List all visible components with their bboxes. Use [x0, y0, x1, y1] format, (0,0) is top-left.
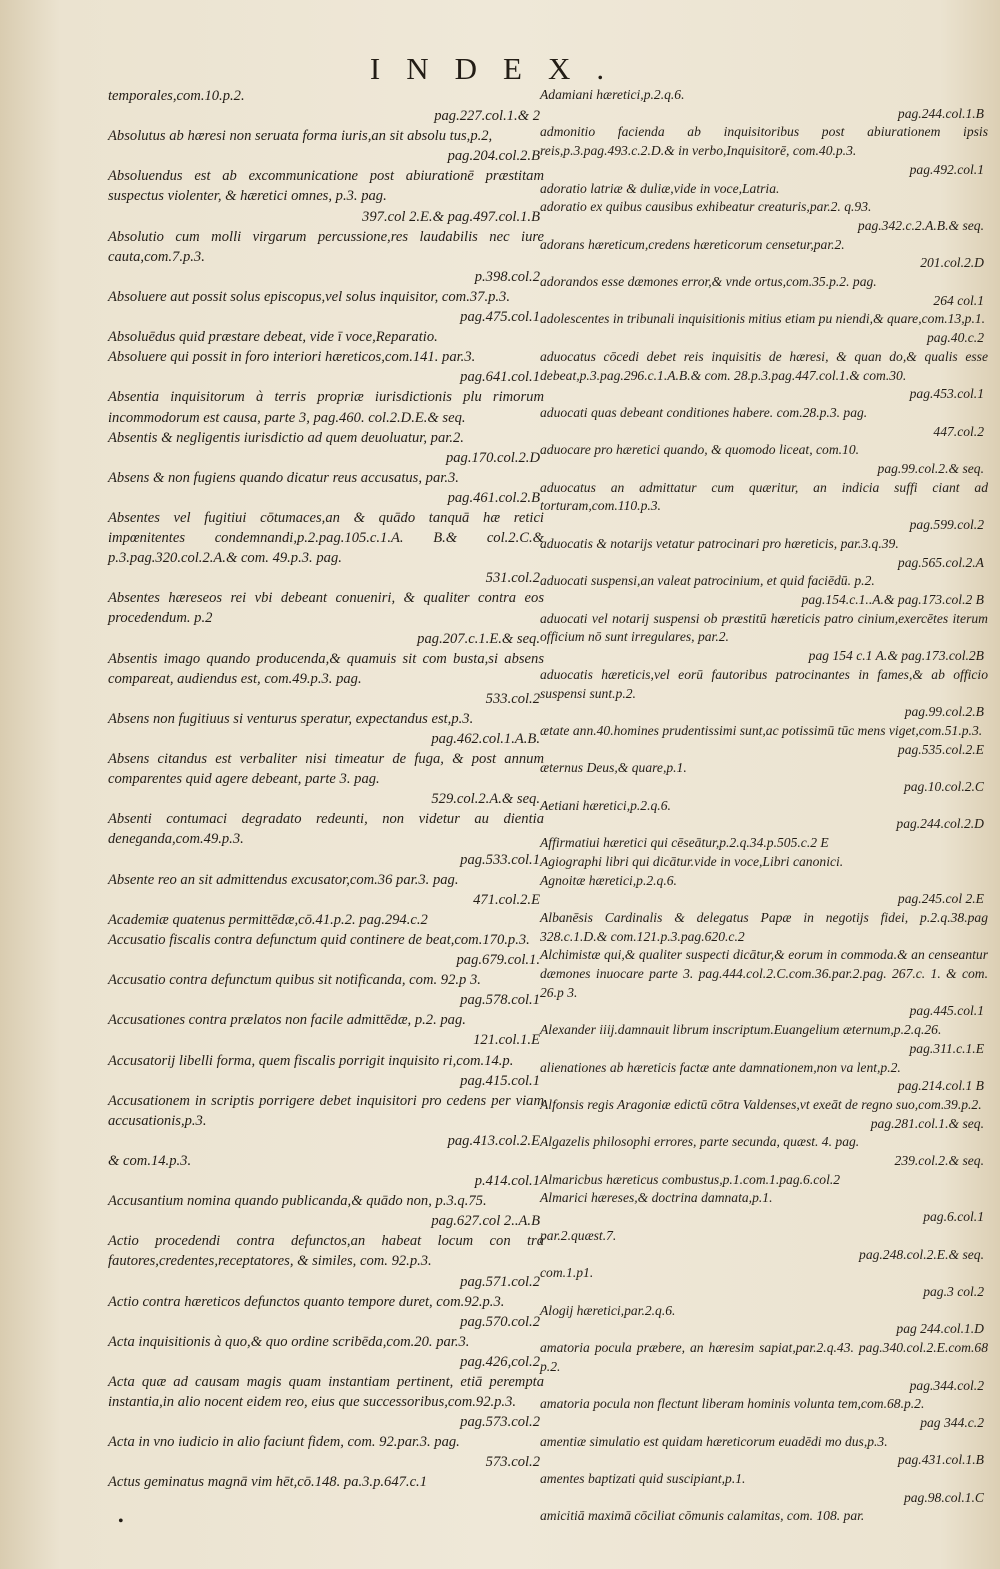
- index-entry: [540, 348, 988, 404]
- index-entry-reference: pag.244.col.1.B: [897, 105, 984, 121]
- index-entry-text: ætate ann.40.homines prudentissimi sunt,ac potissimū tūc mens viget,com.51.p.3.: [540, 722, 983, 738]
- index-entry-text: amentiæ simulatio est quidam hæreticorum euadēdi mo dus,p.3.: [540, 1433, 888, 1449]
- index-entry-reference: pag.342.c.2.A.B.& seq.: [857, 217, 984, 233]
- index-entry-text: Accusatio fiscalis contra defunctum quid continere de beat,com.170.p.3.: [108, 931, 530, 948]
- index-entry: [540, 535, 988, 572]
- index-entry: [108, 86, 544, 126]
- index-entry: [540, 853, 988, 872]
- index-entry-reference: pag.462.col.1.A.B.: [431, 731, 540, 747]
- index-entry-reference: pag.99.col.2.& seq.: [877, 461, 984, 477]
- index-entry-text: Absens non fugitiuus si venturus speratur, expectandus est,p.3.: [108, 710, 474, 727]
- index-entry: [540, 404, 988, 441]
- index-entry-text: temporales,com.10.p.2.: [108, 88, 245, 104]
- index-entry: [540, 1339, 988, 1395]
- index-entry: [108, 910, 544, 930]
- index-entry-reference: pag.599.col.2: [909, 517, 984, 533]
- index-entry-reference: 573.col.2: [485, 1454, 540, 1471]
- index-entry-text: Actio contra hæreticos defunctos quanto tempore duret, com.92.p.3.: [108, 1293, 505, 1310]
- index-entry-text: amatoria pocula non flectunt liberam hominis volunta tem,com.68.p.2.: [540, 1396, 925, 1412]
- index-entry: [540, 1507, 988, 1526]
- index-entry-reference: pag.641.col.1: [460, 369, 540, 386]
- index-entry: [108, 1091, 544, 1151]
- index-entry: [108, 870, 544, 910]
- index-entry-reference: pag.627.col 2..A.B: [431, 1213, 540, 1230]
- index-entry-text: Absoluere aut possit solus episcopus,vel solus inquisitor, com.37.p.3.: [108, 288, 510, 305]
- index-entry-reference: pag.40.c.2: [926, 330, 984, 346]
- index-entry: [540, 797, 988, 834]
- index-entry-text: adoratio ex quibus causibus exhibeatur creaturis,par.2. q.93.: [540, 199, 872, 215]
- index-entry-text: aduocatus cōcedi debet reis inquisitis de hæresi, & quan do,& qualis esse debeat,p.3.pag.296.c.1.A.B.& com. 28.p.3.pag.447.col.1.& com.30.: [540, 348, 988, 383]
- index-entry: [540, 1133, 988, 1170]
- index-entry-text: aduocati quas debeant conditiones habere. com.28.p.3. pag.: [540, 404, 868, 420]
- index-entry: [108, 749, 544, 809]
- index-entry-text: adorans hæreticum,credens hæreticorum censetur,par.2.: [540, 236, 845, 252]
- index-entry: [108, 468, 544, 508]
- index-entry-reference: 447.col.2: [933, 423, 984, 439]
- index-entry: [108, 809, 544, 869]
- index-entry: [540, 236, 988, 273]
- index-entry-text: aduocatus an admittatur cum quæritur, an indicia suffi ciant ad torturam,com.110.p.3.: [540, 479, 988, 514]
- index-entry: [108, 649, 544, 709]
- index-entry-reference: 239.col.2.& seq.: [894, 1153, 984, 1169]
- index-entry-reference: pag.311.c.1.E: [909, 1040, 984, 1056]
- index-entry-text: par.2.quæst.7.: [540, 1227, 617, 1243]
- index-entry-text: Absentes vel fugitiui cōtumaces,an & quādo tanquā hæ retici impœnitentes condemnandi,p.2.pag.105.c.1.A. B.& col.2.C.& p.3.pag.320.col.2.A.& com. 49.p.3. pag.: [108, 509, 544, 567]
- index-entry-text: Accusantium nomina quando publicanda,& quādo non, p.3.q.75.: [108, 1193, 487, 1210]
- index-entry-reference: pag.154.c.1..A.& pag.173.col.2 B: [801, 591, 984, 607]
- index-entry: [108, 166, 544, 226]
- sheet-mark: •: [118, 1513, 124, 1530]
- index-entry-reference: 201.col.2.D: [920, 255, 984, 271]
- index-entry-text: Absolutus ab hæresi non seruata forma iuris,an sit absolu tus,p.2,: [108, 128, 493, 145]
- index-entry: [540, 610, 988, 666]
- index-entry-text: Adamiani hæretici,p.2.q.6.: [540, 87, 685, 102]
- index-entry: [108, 1332, 544, 1372]
- index-entry-text: amentes baptizati quid suscipiant,p.1.: [540, 1471, 746, 1487]
- index-entry: [540, 1096, 988, 1133]
- index-entry: [540, 872, 988, 909]
- index-entry-reference: pag.248.col.2.E.& seq.: [859, 1246, 984, 1262]
- index-entry: [540, 198, 988, 235]
- index-entry: [108, 508, 544, 588]
- index-entry-text: aduocatis & notarijs vetatur patrocinari pro hæreticis, par.3.q.39.: [540, 535, 899, 551]
- index-entry-text: Absentes hæreseos rei vbi debeant conueniri, & qualiter contra eos procedendum. p.2: [108, 590, 544, 627]
- index-entry: [540, 666, 988, 722]
- index-entry: [540, 1189, 988, 1226]
- index-entry-text: Absoluēdus quid præstare debeat, vide ī voce,Reparatio.: [108, 329, 438, 346]
- index-entry: [108, 588, 544, 648]
- index-entry-text: Albanēsis Cardinalis & delegatus Papæ in negotijs fidei, p.2.q.38.pag 328.c.1.D.& com.121.p.3.pag.620.c.2: [540, 909, 988, 944]
- index-entry: [108, 428, 544, 468]
- index-entry-reference: pag.578.col.1: [460, 992, 540, 1009]
- index-entry: [540, 1470, 988, 1507]
- index-entry-reference: pag.535.col.2.E: [897, 741, 984, 757]
- index-entry-text: Absens citandus est verbaliter nisi timeatur de fuga, & post annum comparentes quid agere debeant, parte 3. pag.: [108, 751, 544, 788]
- index-entry-text: adoratio latriæ & duliæ,vide in voce,Latria.: [540, 180, 780, 196]
- index-entry: [540, 479, 988, 535]
- index-entry-reference: pag.281.col.1.& seq.: [870, 1115, 984, 1131]
- index-entry-reference: pag.413.col.2.E: [447, 1132, 540, 1149]
- index-entry-text: Alfonsis regis Aragoniæ edictū cōtra Valdenses,vt exeāt de regno suo,com.39.p.2.: [540, 1096, 982, 1112]
- index-entry-reference: 529.col.2.A.& seq.: [431, 791, 540, 808]
- index-entry: [540, 1171, 988, 1190]
- index-entry-text: adorandos esse dæmones error,& vnde ortus,com.35.p.2. pag.: [540, 274, 877, 290]
- index-entry-reference: pag.170.col.2.D: [445, 449, 540, 466]
- index-entry-text: Aetiani hæretici,p.2.q.6.: [540, 797, 671, 813]
- index-entry-text: Almaricbus hæreticus combustus,p.1.com.1.pag.6.col.2: [540, 1171, 841, 1187]
- index-entry-reference: pag.227.col.1.& 2: [434, 108, 540, 125]
- index-entry-text: Absens & non fugiens quando dicatur reus accusatus, par.3.: [108, 469, 459, 486]
- index-entry: [108, 126, 544, 166]
- index-entry-text: Actio procedendi contra defunctos,an habeat locum con tra fautores,credentes,receptatores, & similes, com. 92.p.3.: [108, 1233, 544, 1270]
- index-entry-reference: 397.col 2.E.& pag.497.col.1.B: [362, 208, 540, 225]
- index-entry: [540, 572, 988, 609]
- index-entry: [540, 722, 988, 759]
- index-entry-reference: pag.565.col.2.A: [897, 554, 984, 570]
- index-entry-reference: pag.6.col.1: [923, 1209, 984, 1225]
- index-entry-text: Accusatio contra defunctum quibus sit notificanda, com. 92.p 3.: [108, 972, 481, 989]
- index-entry: [108, 1432, 544, 1472]
- index-entry: [108, 327, 544, 347]
- index-entry-reference: pag.475.col.1: [460, 309, 540, 326]
- index-entry-text: Algazelis philosophi errores, parte secunda, quæst. 4. pag.: [540, 1134, 860, 1150]
- page-title: INDEX.: [369, 51, 631, 86]
- index-entry-reference: pag 244.col.1.D: [896, 1321, 984, 1337]
- index-entry-reference: pag.244.col.2.D: [896, 816, 984, 832]
- index-entry: [108, 1151, 544, 1191]
- index-entry-reference: pag.99.col.2.B: [904, 704, 984, 720]
- index-entry-text: Affirmatiui hæretici qui cēseātur,p.2.q.34.p.505.c.2 E: [540, 835, 829, 851]
- index-entry-text: Alchimistæ qui,& qualiter suspecti dicātur,& eorum in commoda.& an censeantur dæmones inuocare parte 3. pag.444.col.2.C.com.36.par.2.pag. 267.c. 1. & com. 26.p 3.: [540, 947, 988, 1000]
- index-entry: [540, 834, 988, 853]
- index-entry-reference: pag.245.col 2.E: [897, 891, 984, 907]
- index-entry: [108, 970, 544, 1010]
- index-entry: [108, 709, 544, 749]
- index-entry-reference: pag.573.col.2: [460, 1414, 540, 1431]
- index-entry-reference: pag.415.col.1: [460, 1072, 540, 1089]
- index-entry-text: aduocati vel notarij suspensi ob præstitū hæreticis patro cinium,exercētes iterum officium nō sunt irregulares, par.2.: [540, 610, 988, 645]
- index-entry-reference: p.414.col.1: [474, 1173, 540, 1190]
- right-index-column: [540, 86, 988, 1526]
- index-entry-reference: pag.3 col.2: [923, 1284, 984, 1299]
- index-entry-text: Absolutio cum molli virgarum percussione,res laudabilis nec iure cauta,com.7.p.3.: [108, 228, 544, 265]
- index-entry-reference: pag.453.col.1: [909, 386, 984, 402]
- index-entry-text: Absoluere qui possit in foro interiori hæreticos,com.141. par.3.: [108, 349, 476, 366]
- index-entry-text: alienationes ab hæreticis factæ ante damnationem,non va lent,p.2.: [540, 1059, 901, 1075]
- index-entry-text: & com.14.p.3.: [108, 1152, 192, 1169]
- index-entry-reference: pag.492.col.1: [909, 161, 984, 177]
- index-entry: [540, 441, 988, 478]
- index-entry-reference: pag.204.col.2.B: [447, 148, 540, 165]
- index-entry-text: Absentia inquisitorum à terris propriæ iurisdictionis plu rimorum incommodorum est causa, parte 3, pag.460. col.2.D.E.& seq.: [108, 389, 544, 426]
- index-entry: [540, 759, 988, 796]
- index-entry: [108, 1191, 544, 1231]
- index-entry-text: Acta quæ ad causam magis quam instantiam pertinent, etiā perempta instantia,in alio nocent eidem reo, eius que successoribus,com.92.p.3.: [108, 1374, 544, 1411]
- index-entry: [540, 946, 988, 1021]
- index-entry: [108, 1010, 544, 1050]
- index-entry-reference: pag.533.col.1: [460, 851, 540, 868]
- index-entry-text: Accusatorij libelli forma, quem fiscalis porrigit inquisito ri,com.14.p.: [108, 1052, 514, 1069]
- index-entry-text: Absentis & negligentis iurisdictio ad quem deuoluatur, par.2.: [108, 429, 464, 446]
- index-entry: [540, 123, 988, 179]
- index-entry-reference: pag.431.col.1.B: [897, 1452, 984, 1468]
- index-entry-reference: pag.98.col.1.C: [903, 1489, 984, 1505]
- index-entry: [108, 1472, 544, 1492]
- index-entry-text: aduocati suspensi,an valeat patrocinium, et quid faciēdū. p.2.: [540, 573, 875, 589]
- index-entry-reference: 264 col.1: [933, 292, 984, 308]
- index-entry: [108, 287, 544, 327]
- index-entry: [108, 1231, 544, 1291]
- index-entry-text: Agiographi libri qui dicātur.vide in voce,Libri canonici.: [540, 853, 844, 869]
- index-entry-reference: 471.col.2.E: [473, 891, 540, 908]
- index-entry: [540, 86, 988, 123]
- index-entry-reference: pag.214.col.1 B: [897, 1078, 984, 1094]
- index-entry-text: com.1.p1.: [540, 1265, 594, 1281]
- index-entry: [540, 310, 988, 347]
- index-entry-reference: pag.344.col.2: [909, 1377, 984, 1393]
- index-entry-text: Absenti contumaci degradato redeunti, non videtur au dientia deneganda,com.49.p.3.: [108, 811, 544, 848]
- index-entry-reference: pag.570.col.2: [460, 1313, 540, 1330]
- index-entry: [108, 930, 544, 970]
- index-entry: [540, 273, 988, 310]
- index-entry-reference: pag 344.c.2: [920, 1414, 984, 1430]
- index-entry-text: Agnoitæ hæretici,p.2.q.6.: [540, 872, 677, 888]
- index-entry: [108, 227, 544, 287]
- index-entry-text: Accusationes contra prælatos non facile admittēdæ, p.2. pag.: [108, 1012, 466, 1029]
- index-entry: [540, 1433, 988, 1470]
- index-entry: [108, 347, 544, 387]
- index-entry-reference: pag.461.col.2.B: [447, 489, 540, 506]
- index-entry: [540, 1395, 988, 1432]
- index-entry-reference: 121.col.1.E: [473, 1032, 540, 1049]
- index-entry-reference: p.398.col.2: [474, 268, 540, 285]
- index-entry-text: Acta inquisitionis à quo,& quo ordine scribēda,com.20. par.3.: [108, 1333, 470, 1350]
- index-entry-text: Alexander iiij.damnauit librum inscriptum.Euangelium æternum,p.2.q.26.: [540, 1022, 942, 1038]
- index-entry-reference: pag.426,col.2: [460, 1353, 540, 1370]
- index-entry: [540, 1264, 988, 1301]
- index-entry-text: Almarici hæreses,& doctrina damnata,p.1.: [540, 1190, 773, 1206]
- index-entry: [540, 1059, 988, 1096]
- index-entry-text: Alogij hæretici,par.2.q.6.: [540, 1302, 676, 1318]
- index-entry-text: Absente reo an sit admittendus excusator,com.36 par.3. pag.: [108, 871, 459, 888]
- index-entry-text: admonitio facienda ab inquisitoribus post abiurationem ipsis reis,p.3.pag.493.c.2.D.& in verbo,Inquisitorē, com.40.p.3.: [540, 124, 988, 159]
- index-entry-reference: 533.col.2: [485, 690, 540, 707]
- index-entry-text: adolescentes in tribunali inquisitionis mitius etiam pu niendi,& quare,com.13,p.1.: [540, 311, 986, 327]
- index-entry-text: Acta in vno iudicio in alio faciunt fidem, com. 92.par.3. pag.: [108, 1434, 460, 1451]
- index-entry-reference: pag.445.col.1: [909, 1003, 984, 1019]
- index-entry-reference: pag.10.col.2.C: [903, 779, 984, 795]
- index-entry-text: Actus geminatus magnā vim hēt,cō.148. pa.3.p.647.c.1: [108, 1474, 427, 1491]
- index-entry-text: Accusationem in scriptis porrigere debet inquisitori pro cedens per viam accusationis,p.3.: [108, 1092, 544, 1129]
- index-entry-text: aduocatis hæreticis,vel eorū fautoribus patrocinantes in fames,& ab officio suspensi sunt.p.2.: [540, 666, 988, 701]
- index-entry: [108, 387, 544, 427]
- index-entry: [108, 1051, 544, 1091]
- index-entry: [540, 1302, 988, 1339]
- index-entry-text: Absoluendus est ab excommunicatione post abiurationē præstitam suspectus violenter, & hæretici omnes, p.3. pag.: [108, 168, 544, 205]
- index-entry-reference: pag.571.col.2: [460, 1273, 540, 1290]
- index-entry: [540, 1021, 988, 1058]
- index-entry: [540, 909, 988, 946]
- index-entry: [540, 180, 988, 199]
- index-entry: [540, 1227, 988, 1264]
- index-entry-text: Absentis imago quando producenda,& quamuis sit com busta,si absens compareat, audiendus est, com.49.p.3. pag.: [108, 650, 544, 687]
- index-entry: [108, 1372, 544, 1432]
- index-entry-text: æternus Deus,& quare,p.1.: [540, 760, 687, 776]
- index-entry-text: aduocare pro hæretici quando, & quomodo liceat, com.10.: [540, 442, 860, 458]
- index-entry-text: Academiæ quatenus permittēdæ,cō.41.p.2. pag.294.c.2: [108, 911, 428, 928]
- index-entry-reference: pag.679.col.1.: [456, 952, 540, 969]
- index-entry-reference: 531.col.2: [485, 570, 540, 587]
- index-entry-reference: pag.207.c.1.E.& seq.: [417, 630, 540, 647]
- index-entry: [108, 1292, 544, 1332]
- left-index-column: [108, 86, 544, 1493]
- index-entry-reference: pag 154 c.1 A.& pag.173.col.2B: [808, 648, 984, 664]
- index-entry-text: amatoria pocula præbere, an hæresim sapiat,par.2.q.43. pag.340.col.2.E.com.68 p.2.: [540, 1340, 988, 1374]
- index-entry-text: amicitiā maximā cōciliat cōmunis calamitas, com. 108. par.: [540, 1508, 865, 1524]
